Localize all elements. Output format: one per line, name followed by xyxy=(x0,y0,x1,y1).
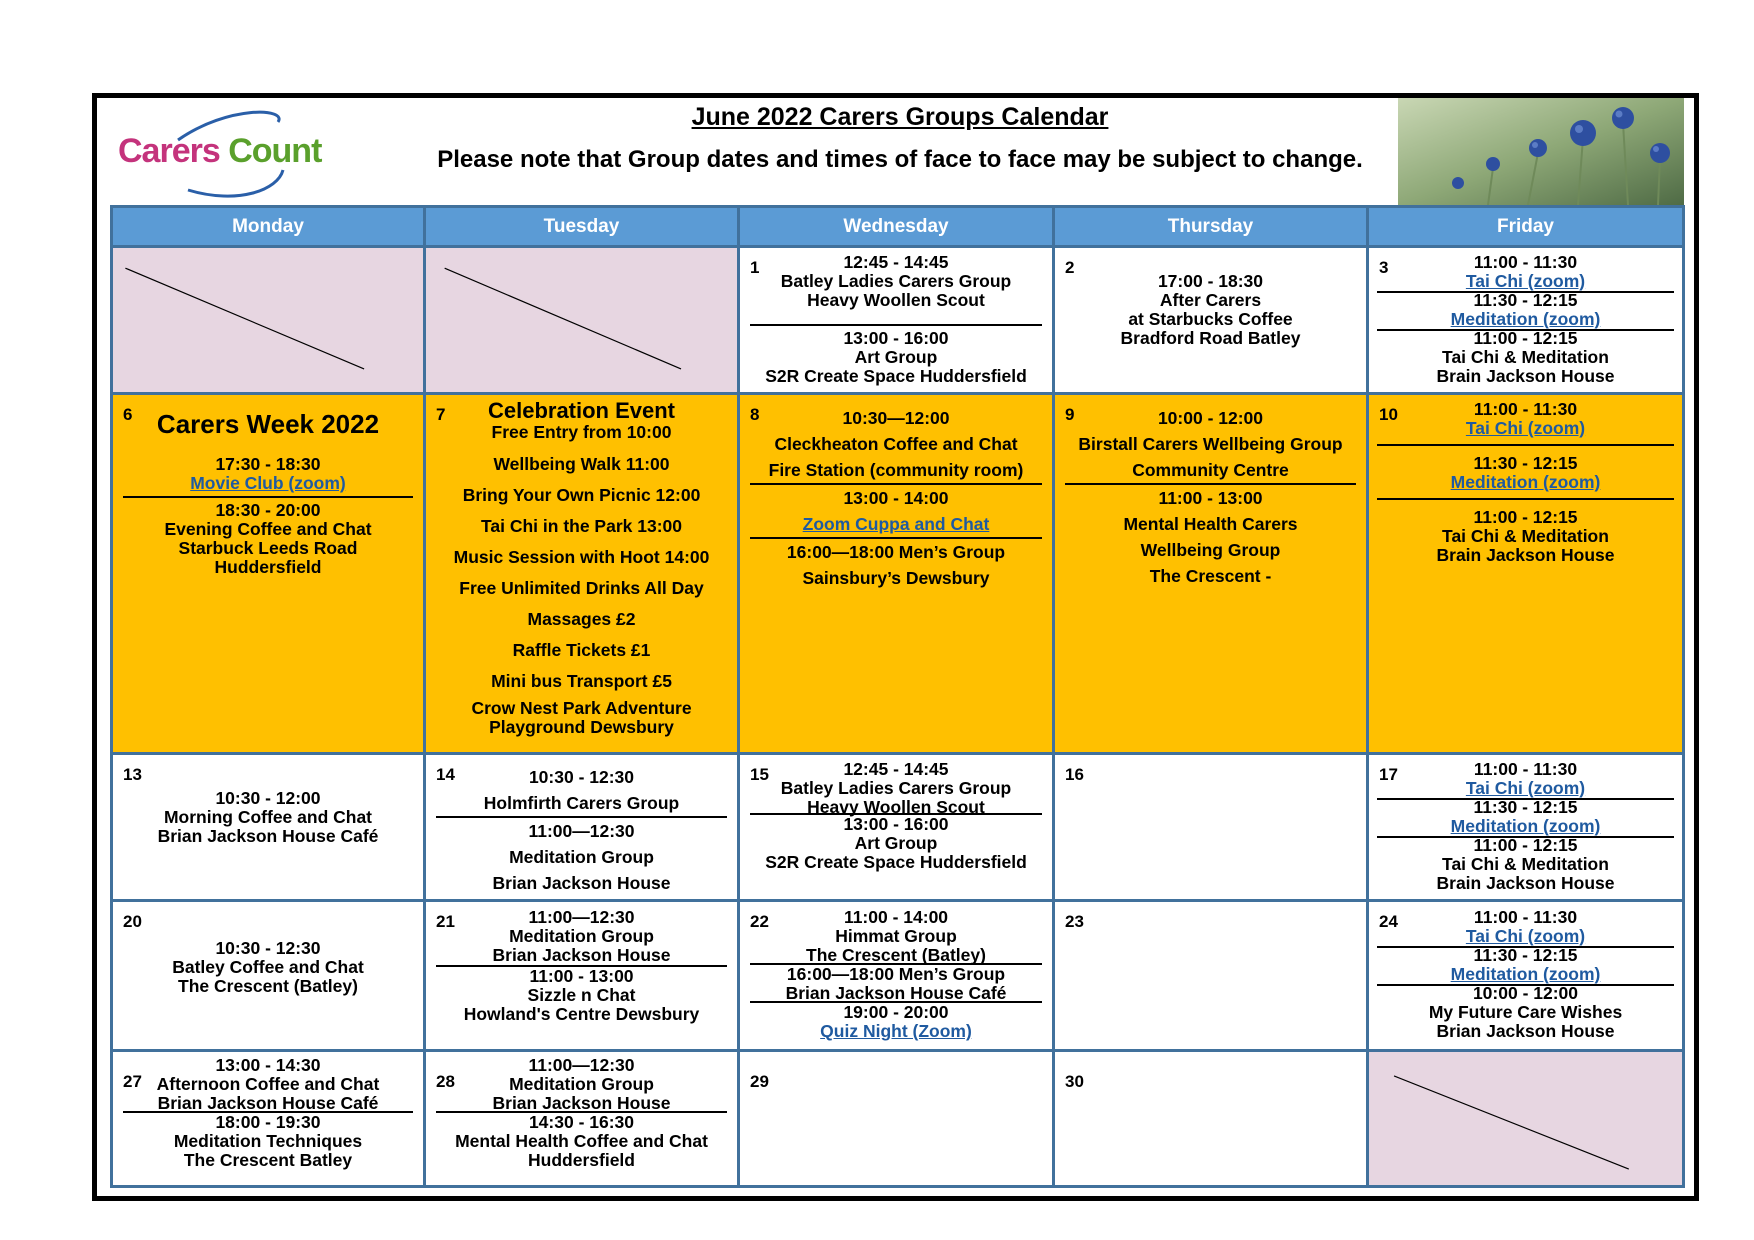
event-item: Crow Nest Park Adventure xyxy=(471,698,692,718)
day-events xyxy=(426,755,737,896)
event-location: Huddersfield xyxy=(214,557,322,577)
day-events xyxy=(426,902,737,1024)
event-name: Art Group xyxy=(854,833,938,853)
no-day-slash-icon xyxy=(1369,1052,1682,1185)
meditation-zoom-link[interactable]: Meditation (zoom) xyxy=(1450,964,1601,984)
event-name: Tai Chi & Meditation xyxy=(1442,347,1609,367)
event-name: Tai Chi & Meditation xyxy=(1442,854,1609,874)
event-item: Wellbeing Walk 11:00 xyxy=(493,454,670,474)
day-cell-15 xyxy=(739,754,1054,901)
event-time: 18:00 - 19:30 xyxy=(215,1112,321,1132)
event-location: Brain Jackson House xyxy=(1436,366,1615,386)
day-cell-empty xyxy=(112,247,425,394)
event-location: Huddersfield xyxy=(528,1150,635,1170)
day-events xyxy=(426,1052,737,1170)
event-location: Brian Jackson House Café xyxy=(157,826,379,846)
day-cell-22 xyxy=(739,901,1054,1051)
event-name: Wellbeing Group xyxy=(1140,540,1281,560)
header-wednesday: Wednesday xyxy=(739,207,1054,247)
event-location: Brian Jackson House xyxy=(492,945,671,965)
header-tuesday: Tuesday xyxy=(425,207,739,247)
meditation-zoom-link[interactable]: Meditation (zoom) xyxy=(1450,816,1601,836)
day-events xyxy=(1369,248,1682,386)
event-time: 11:00 - 11:30 xyxy=(1473,759,1578,779)
day-number: 6 xyxy=(123,405,133,424)
event-item: Free Entry from 10:00 xyxy=(491,422,672,442)
event-time: 14:30 - 16:30 xyxy=(528,1112,635,1132)
event-time: 12:45 - 14:45 xyxy=(843,252,949,272)
event-time: 10:30 - 12:00 xyxy=(215,788,321,808)
event-location: The Crescent - xyxy=(1149,566,1272,586)
event-time: 13:00 - 14:30 xyxy=(215,1055,321,1075)
header-monday: Monday xyxy=(112,207,425,247)
event-time: 11:30 - 12:15 xyxy=(1473,945,1578,965)
event-name: Batley Ladies Carers Group xyxy=(780,271,1012,291)
day-number: 13 xyxy=(123,765,142,784)
event-location: Brain Jackson House xyxy=(1436,873,1615,893)
day-number: 1 xyxy=(750,258,760,277)
day-events xyxy=(740,395,1052,591)
day-events xyxy=(740,755,1052,872)
day-cell-6 xyxy=(112,394,425,754)
day-cell-29 xyxy=(739,1051,1054,1187)
zoom-cuppa-link[interactable]: Zoom Cuppa and Chat xyxy=(802,514,990,534)
event-location: Brian Jackson House xyxy=(492,873,671,893)
day-number: 7 xyxy=(436,405,446,424)
event-time: 12:45 - 14:45 xyxy=(843,759,949,779)
event-time: 11:00—12:30 xyxy=(528,907,635,927)
event-name: Batley Coffee and Chat xyxy=(172,957,364,977)
event-location: The Crescent (Batley) xyxy=(806,945,986,965)
day-events xyxy=(426,395,737,737)
event-item: Mini bus Transport £5 xyxy=(491,671,672,691)
event-time: 10:00 - 12:00 xyxy=(1472,983,1579,1003)
event-name: Meditation Group xyxy=(509,926,654,946)
event-name: Mental Health Coffee and Chat xyxy=(455,1131,708,1151)
header-friday: Friday xyxy=(1368,207,1684,247)
event-location: Brian Jackson House xyxy=(1436,1021,1615,1041)
event-name: Himmat Group xyxy=(835,926,957,946)
day-cell-13 xyxy=(112,754,425,901)
event-location: Heavy Woollen Scout xyxy=(807,290,985,310)
event-divider xyxy=(1377,498,1674,500)
day-cell-8 xyxy=(739,394,1054,754)
event-time: 11:00 - 11:30 xyxy=(1473,252,1578,272)
day-cell-7 xyxy=(425,394,739,754)
event-location: Brian Jackson House Café xyxy=(157,1093,379,1113)
day-cell-28 xyxy=(425,1051,739,1187)
day-cell-24 xyxy=(1368,901,1684,1051)
quiz-night-zoom-link[interactable]: Quiz Night (Zoom) xyxy=(820,1021,972,1041)
event-time: 17:00 - 18:30 xyxy=(1157,271,1264,291)
page-subtitle: Please note that Group dates and times of face to face may be subject to change. xyxy=(437,146,1363,173)
event-location: Brian Jackson House Café xyxy=(785,983,1007,1003)
no-day-slash-icon xyxy=(426,248,737,392)
day-cell-23 xyxy=(1054,901,1368,1051)
event-name: Meditation Group xyxy=(509,1074,654,1094)
event-time: 10:30 - 12:30 xyxy=(215,938,321,958)
day-number: 8 xyxy=(750,405,760,424)
event-location: Sainsbury’s Dewsbury xyxy=(802,568,990,588)
event-name: Cleckheaton Coffee and Chat xyxy=(774,434,1018,454)
celebration-event-heading: Celebration Event xyxy=(487,398,676,423)
day-number: 27 xyxy=(123,1072,142,1091)
event-time: 11:30 - 12:15 xyxy=(1473,290,1578,310)
event-time: 10:00 - 12:00 xyxy=(1157,408,1264,428)
event-location: Fire Station (community room) xyxy=(768,460,1024,480)
day-events xyxy=(1369,395,1682,565)
event-name: After Carers xyxy=(1159,290,1262,310)
event-divider xyxy=(750,324,1042,326)
thistle-flowers-photo xyxy=(1398,98,1684,205)
event-item: Free Unlimited Drinks All Day xyxy=(459,578,704,598)
day-number: 15 xyxy=(750,765,769,784)
event-location: S2R Create Space Huddersfield xyxy=(765,366,1027,386)
event-name: Afternoon Coffee and Chat xyxy=(156,1074,380,1094)
no-day-slash-icon xyxy=(113,248,423,392)
event-name: 16:00—18:00 Men’s Group xyxy=(786,542,1006,562)
carers-count-logo xyxy=(118,110,348,205)
event-item: Raffle Tickets £1 xyxy=(512,640,651,660)
day-cell-27 xyxy=(112,1051,425,1187)
event-location: Bradford Road Batley xyxy=(1120,328,1301,348)
event-name: Meditation Techniques xyxy=(173,1131,363,1151)
day-number: 23 xyxy=(1065,912,1084,931)
event-time: 11:00 - 12:15 xyxy=(1473,835,1578,855)
day-events xyxy=(113,902,423,996)
event-name: Art Group xyxy=(854,347,938,367)
event-time: 18:30 - 20:00 xyxy=(215,500,321,520)
event-time: 19:00 - 20:00 xyxy=(843,1002,949,1022)
event-name: Meditation Group xyxy=(509,847,654,867)
day-number: 29 xyxy=(750,1072,769,1091)
day-number: 21 xyxy=(436,912,455,931)
event-name: Birstall Carers Wellbeing Group xyxy=(1078,434,1343,454)
day-cell-empty xyxy=(1368,1051,1684,1187)
event-item: Bring Your Own Picnic 12:00 xyxy=(462,485,701,505)
event-name: My Future Care Wishes xyxy=(1428,1002,1623,1022)
week-row-4 xyxy=(112,901,1684,1051)
day-events xyxy=(1055,248,1366,348)
day-cell-empty xyxy=(425,247,739,394)
page-title: June 2022 Carers Groups Calendar xyxy=(691,103,1109,131)
day-number: 10 xyxy=(1379,405,1398,424)
event-name: Tai Chi & Meditation xyxy=(1442,526,1609,546)
week-row-3 xyxy=(112,754,1684,901)
tai-chi-zoom-link[interactable]: Tai Chi (zoom) xyxy=(1465,418,1586,438)
event-name: Morning Coffee and Chat xyxy=(163,807,373,827)
day-cell-9 xyxy=(1054,394,1368,754)
event-location: The Crescent Batley xyxy=(183,1150,353,1170)
event-location: Heavy Woollen Scout xyxy=(807,797,985,817)
day-events xyxy=(740,248,1052,386)
meditation-zoom-link[interactable]: Meditation (zoom) xyxy=(1450,472,1601,492)
event-name: Evening Coffee and Chat xyxy=(164,519,372,539)
day-number: 16 xyxy=(1065,765,1084,784)
event-time: 11:30 - 12:15 xyxy=(1473,797,1578,817)
event-location: Community Centre xyxy=(1132,460,1289,480)
logo-word-carers: Carers xyxy=(118,132,220,170)
day-cell-17 xyxy=(1368,754,1684,901)
day-events xyxy=(1369,902,1682,1041)
event-name: Mental Health Carers xyxy=(1123,514,1298,534)
week-row-2 xyxy=(112,394,1684,754)
movie-club-zoom-link[interactable]: Movie Club (zoom) xyxy=(190,473,346,493)
weekday-header-row xyxy=(112,207,1684,247)
day-cell-30 xyxy=(1054,1051,1368,1187)
carers-week-heading: Carers Week 2022 xyxy=(156,409,380,439)
event-time: 11:00 - 11:30 xyxy=(1473,399,1578,419)
event-time: 11:00 - 12:15 xyxy=(1473,507,1578,527)
event-time: 13:00 - 16:00 xyxy=(843,328,949,348)
day-cell-1 xyxy=(739,247,1054,394)
header-thursday: Thursday xyxy=(1054,207,1368,247)
event-location: S2R Create Space Huddersfield xyxy=(765,852,1027,872)
event-divider xyxy=(123,496,413,498)
event-item: Massages £2 xyxy=(527,609,636,629)
meditation-zoom-link[interactable]: Meditation (zoom) xyxy=(1450,309,1601,329)
logo-wordmark xyxy=(118,132,321,171)
day-events xyxy=(113,1052,423,1170)
day-number: 22 xyxy=(750,912,769,931)
tai-chi-zoom-link[interactable]: Tai Chi (zoom) xyxy=(1465,778,1586,798)
event-time: 11:00 - 11:30 xyxy=(1473,907,1578,927)
week-row-5 xyxy=(112,1051,1684,1187)
event-time: 10:30 - 12:30 xyxy=(528,767,635,787)
day-events xyxy=(1369,755,1682,893)
tai-chi-zoom-link[interactable]: Tai Chi (zoom) xyxy=(1465,271,1586,291)
event-time: 11:00 - 12:15 xyxy=(1473,328,1578,348)
day-cell-2 xyxy=(1054,247,1368,394)
calendar-grid xyxy=(110,205,1685,1188)
day-cell-20 xyxy=(112,901,425,1051)
day-cell-16 xyxy=(1054,754,1368,901)
day-number: 30 xyxy=(1065,1072,1084,1091)
event-name: 16:00—18:00 Men’s Group xyxy=(786,964,1006,984)
event-time: 11:00 - 13:00 xyxy=(1158,488,1263,508)
event-location: Howland's Centre Dewsbury xyxy=(463,1004,700,1024)
event-location: at Starbucks Coffee xyxy=(1128,309,1293,329)
event-time: 10:30—12:00 xyxy=(842,408,950,428)
tai-chi-zoom-link[interactable]: Tai Chi (zoom) xyxy=(1465,926,1586,946)
week-row-1 xyxy=(112,247,1684,394)
event-time: 11:00—12:30 xyxy=(528,821,635,841)
event-location: Brian Jackson House xyxy=(492,1093,671,1113)
event-time: 13:00 - 16:00 xyxy=(843,814,949,834)
day-events xyxy=(740,902,1052,1041)
day-cell-3 xyxy=(1368,247,1684,394)
day-number: 3 xyxy=(1379,258,1389,277)
day-number: 20 xyxy=(123,912,142,931)
day-number: 28 xyxy=(436,1072,455,1091)
day-cell-21 xyxy=(425,901,739,1051)
day-cell-10 xyxy=(1368,394,1684,754)
day-events xyxy=(113,395,423,577)
day-events xyxy=(113,755,423,846)
event-item: Music Session with Hoot 14:00 xyxy=(453,547,710,567)
day-cell-14 xyxy=(425,754,739,901)
event-divider xyxy=(1377,444,1674,446)
event-location: Starbuck Leeds Road xyxy=(178,538,358,558)
day-number: 14 xyxy=(436,765,455,784)
day-number: 17 xyxy=(1379,765,1398,784)
event-time: 11:30 - 12:15 xyxy=(1473,453,1578,473)
event-name: Sizzle n Chat xyxy=(527,985,636,1005)
event-time: 11:00 - 14:00 xyxy=(843,907,949,927)
event-time: 13:00 - 14:00 xyxy=(843,488,949,508)
event-name: Holmfirth Carers Group xyxy=(483,793,680,813)
day-number: 9 xyxy=(1065,405,1075,424)
logo-word-count: Count xyxy=(228,132,322,170)
event-name: Batley Ladies Carers Group xyxy=(780,778,1012,798)
event-location: Brain Jackson House xyxy=(1436,545,1615,565)
day-number: 2 xyxy=(1065,258,1075,277)
event-time: 11:00 - 13:00 xyxy=(529,966,634,986)
event-item: Playground Dewsbury xyxy=(489,717,674,737)
event-time: 17:30 - 18:30 xyxy=(215,454,321,474)
event-item: Tai Chi in the Park 13:00 xyxy=(481,516,682,536)
event-time: 11:00—12:30 xyxy=(528,1055,635,1075)
day-number: 24 xyxy=(1379,912,1398,931)
day-events xyxy=(1055,395,1366,589)
event-location: The Crescent (Batley) xyxy=(178,976,358,996)
